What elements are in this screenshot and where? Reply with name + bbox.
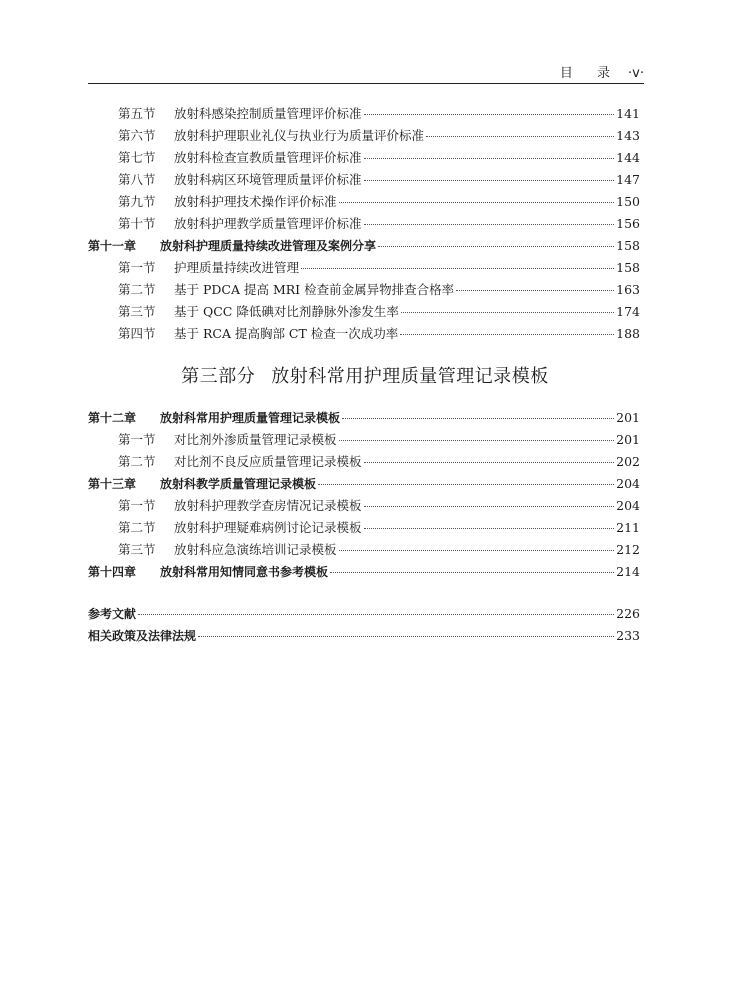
toc-entry-section[interactable] — [118, 518, 640, 538]
leader-dots — [138, 613, 614, 615]
section-number: 第九节 — [118, 194, 156, 209]
toc-entry-chapter[interactable] — [88, 562, 640, 582]
page-ref: 188 — [616, 326, 640, 341]
part-title: 放射科常用护理质量管理记录模板 — [271, 366, 549, 387]
leader-dots — [364, 179, 615, 181]
running-header — [88, 58, 644, 84]
section-title: 放射科护理教学查房情况记录模板 — [174, 498, 362, 513]
section-title: 放射科病区环境管理质量评价标准 — [174, 172, 362, 187]
page-ref: 158 — [616, 260, 640, 275]
leader-dots — [342, 417, 614, 419]
section-number: 第四节 — [118, 326, 156, 341]
chapter-number: 第十三章 — [88, 477, 137, 491]
chapter-title: 放射科常用护理质量管理记录模板 — [160, 411, 341, 425]
section-number: 第一节 — [118, 260, 156, 275]
section-title: 放射科感染控制质量管理评价标准 — [174, 106, 362, 121]
page-ref: 212 — [616, 542, 640, 557]
header-title: 目 录 — [559, 66, 621, 81]
chapter-number: 第十四章 — [88, 565, 137, 579]
section-title: 放射科检查宣教质量管理评价标准 — [174, 150, 362, 165]
section-number: 第一节 — [118, 498, 156, 513]
page-ref: 214 — [616, 564, 640, 579]
toc-entry-section[interactable] — [118, 148, 640, 168]
leader-dots — [400, 333, 614, 335]
toc-entry-section[interactable] — [118, 104, 640, 124]
page-ref: 147 — [616, 172, 640, 187]
section-number: 第七节 — [118, 150, 156, 165]
section-title: 对比剂不良反应质量管理记录模板 — [174, 454, 362, 469]
toc-entry-section[interactable] — [118, 258, 640, 278]
toc-entry-section[interactable] — [118, 192, 640, 212]
page-ref: 141 — [616, 106, 640, 121]
toc-entry-chapter[interactable] — [88, 474, 640, 494]
section-number: 第一节 — [118, 432, 156, 447]
section-number: 第五节 — [118, 106, 156, 121]
section-number: 第三节 — [118, 542, 156, 557]
section-number: 第二节 — [118, 282, 156, 297]
page-ref: 233 — [616, 628, 640, 643]
section-title: 基于 QCC 降低碘对比剂静脉外渗发生率 — [174, 304, 399, 319]
leader-dots — [364, 223, 615, 225]
section-title: 对比剂外渗质量管理记录模板 — [174, 432, 337, 447]
leader-dots — [456, 289, 614, 291]
section-number: 第十节 — [118, 216, 156, 231]
leader-dots — [339, 201, 615, 203]
section-title: 放射科护理教学质量管理评价标准 — [174, 216, 362, 231]
leader-dots — [330, 571, 614, 573]
page-ref: 150 — [616, 194, 640, 209]
page-ref: 143 — [616, 128, 640, 143]
leader-dots — [339, 549, 615, 551]
toc-entry-section[interactable] — [118, 302, 640, 322]
chapter-title: 放射科教学质量管理记录模板 — [160, 477, 317, 491]
page-ref: 204 — [616, 476, 640, 491]
section-number: 第三节 — [118, 304, 156, 319]
section-title: 放射科护理疑难病例讨论记录模板 — [174, 520, 362, 535]
chapter-title: 放射科常用知情同意书参考模板 — [160, 565, 329, 579]
section-title: 基于 PDCA 提高 MRI 检查前金属异物排查合格率 — [174, 282, 455, 297]
leader-dots — [401, 311, 614, 313]
page-ref: 156 — [616, 216, 640, 231]
leader-dots — [364, 527, 615, 529]
leader-dots — [364, 505, 615, 507]
section-number: 第二节 — [118, 520, 156, 535]
toc-entry-section[interactable] — [118, 496, 640, 516]
leader-dots — [301, 267, 614, 269]
leader-dots — [198, 635, 614, 637]
toc-entry-back-matter[interactable] — [88, 626, 640, 646]
toc-entry-section[interactable] — [118, 280, 640, 300]
page-number: ·v· — [628, 66, 644, 81]
section-title: 放射科护理技术操作评价标准 — [174, 194, 337, 209]
section-title: 基于 RCA 提高胸部 CT 检查一次成功率 — [174, 326, 399, 341]
toc-entry-section[interactable] — [118, 214, 640, 234]
page-ref: 204 — [616, 498, 640, 513]
toc-entry-section[interactable] — [118, 126, 640, 146]
page-ref: 158 — [616, 238, 640, 253]
part-heading — [0, 362, 730, 388]
header-rule — [88, 83, 644, 84]
page-ref: 226 — [616, 606, 640, 621]
leader-dots — [426, 135, 614, 137]
page-ref: 163 — [616, 282, 640, 297]
header-text — [560, 62, 644, 81]
page-ref: 201 — [616, 410, 640, 425]
section-title: 放射科应急演练培训记录模板 — [174, 542, 337, 557]
leader-dots — [339, 439, 615, 441]
toc-entry-chapter[interactable] — [88, 408, 640, 428]
toc-entry-back-matter[interactable] — [88, 604, 640, 624]
toc-entry-section[interactable] — [118, 430, 640, 450]
leader-dots — [364, 461, 615, 463]
back-matter-title: 相关政策及法律法规 — [88, 629, 197, 643]
page-ref: 174 — [616, 304, 640, 319]
toc-entry-section[interactable] — [118, 324, 640, 344]
leader-dots — [378, 245, 614, 247]
section-title: 放射科护理职业礼仪与执业行为质量评价标准 — [174, 128, 425, 143]
chapter-number: 第十二章 — [88, 411, 137, 425]
chapter-title: 放射科护理质量持续改进管理及案例分享 — [160, 239, 377, 253]
section-title: 护理质量持续改进管理 — [174, 260, 300, 275]
page-ref: 202 — [616, 454, 640, 469]
back-matter-title: 参考文献 — [88, 607, 137, 621]
page-ref: 201 — [616, 432, 640, 447]
section-number: 第二节 — [118, 454, 156, 469]
toc-entry-section[interactable] — [118, 452, 640, 472]
leader-dots — [364, 113, 615, 115]
part-label: 第三部分 — [181, 366, 256, 387]
page-ref: 144 — [616, 150, 640, 165]
page-ref: 211 — [616, 520, 640, 535]
chapter-number: 第十一章 — [88, 239, 137, 253]
toc-entry-section[interactable] — [118, 540, 640, 560]
toc-entry-chapter[interactable] — [88, 236, 640, 256]
section-number: 第六节 — [118, 128, 156, 143]
toc-entry-section[interactable] — [118, 170, 640, 190]
leader-dots — [318, 483, 614, 485]
leader-dots — [364, 157, 615, 159]
section-number: 第八节 — [118, 172, 156, 187]
